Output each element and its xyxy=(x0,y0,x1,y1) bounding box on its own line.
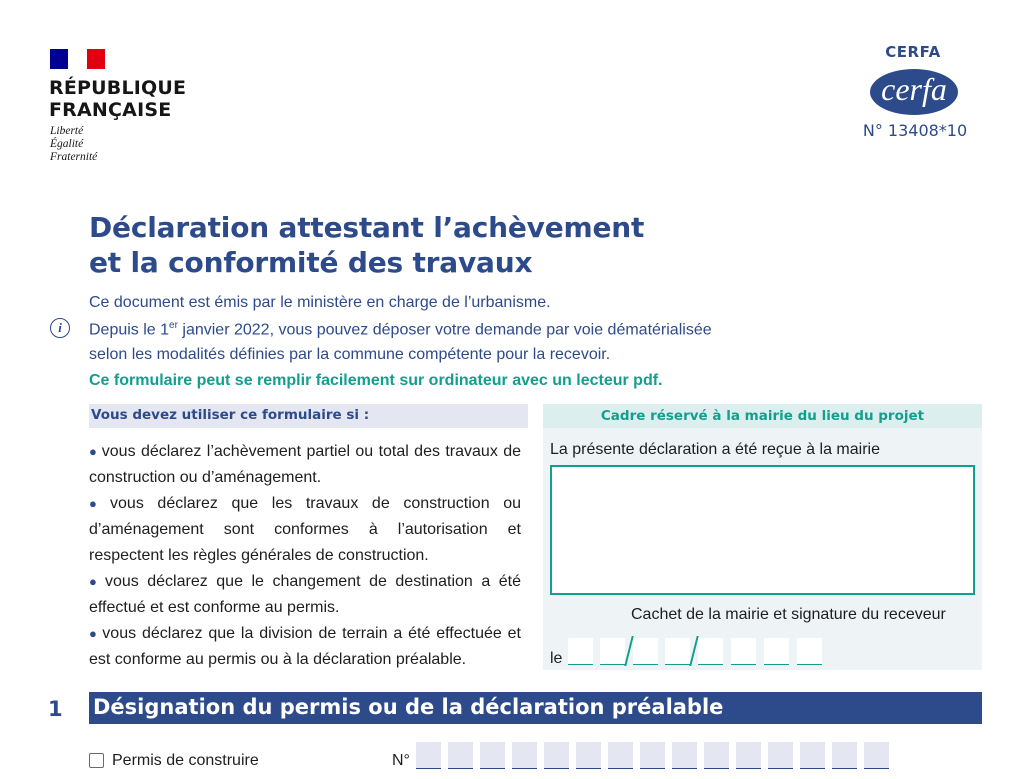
permis-construire-checkbox[interactable] xyxy=(89,753,104,768)
republique-line: RÉPUBLIQUE xyxy=(49,77,187,99)
date-year-digit-2[interactable] xyxy=(731,638,756,665)
cerfa-label: CERFA xyxy=(885,43,941,61)
usage-bullet-text: vous déclarez que le changement de destination a été effectué et est conforme au permis. xyxy=(89,573,521,616)
permit-number-digit-6[interactable] xyxy=(576,742,601,769)
usage-bullet-text: vous déclarez que les travaux de construction ou d’aménagement sont conformes à l’autorisation et respectent les règles générales de construction. xyxy=(89,495,521,564)
motto-fraternite: Fraternité xyxy=(50,151,98,163)
date-day-digit-2[interactable] xyxy=(600,638,625,665)
intro-line-2 xyxy=(89,320,712,339)
permit-number-digit-9[interactable] xyxy=(672,742,697,769)
motto-egalite: Égalité xyxy=(50,138,84,150)
republique-francaise-name xyxy=(49,77,186,121)
date-year-digit-4[interactable] xyxy=(797,638,822,665)
usage-bullet xyxy=(89,491,521,569)
bullet-dot-icon: ● xyxy=(89,496,107,511)
permis-construire-label: Permis de construire xyxy=(112,752,259,769)
date-prefix-label: le xyxy=(550,650,563,667)
usage-bullet-text: vous déclarez l’achèvement partiel ou total des travaux de construction ou d’aménagement. xyxy=(89,443,521,486)
intro-line-2-start: Depuis le 1 xyxy=(89,321,170,339)
mairie-cachet-label: Cachet de la mairie et signature du receveur xyxy=(631,606,946,623)
usage-bullet xyxy=(89,439,521,491)
usage-bullet-text: vous déclarez que la division de terrain a été effectuée et est conforme au permis ou à la déclaration préalable. xyxy=(89,625,522,668)
permit-number-digit-11[interactable] xyxy=(736,742,761,769)
permit-number-digit-7[interactable] xyxy=(608,742,633,769)
date-month-digit-2[interactable] xyxy=(665,638,690,665)
permit-number-digit-10[interactable] xyxy=(704,742,729,769)
marianne-flag-logo xyxy=(50,49,105,69)
permit-number-digit-12[interactable] xyxy=(768,742,793,769)
usage-bullet-list xyxy=(89,439,521,673)
mairie-heading: Cadre réservé à la mairie du lieu du projet xyxy=(600,408,925,424)
permit-number-digit-1[interactable] xyxy=(416,742,441,769)
intro-pdf-note: Ce formulaire peut se remplir facilement sur ordinateur avec un lecteur pdf. xyxy=(89,372,663,389)
bullet-dot-icon: ● xyxy=(89,574,101,589)
intro-line-2-sup: er xyxy=(169,320,178,331)
permit-number-digit-3[interactable] xyxy=(480,742,505,769)
national-motto xyxy=(50,125,97,164)
usage-bullet xyxy=(89,621,521,673)
usage-bullet xyxy=(89,569,521,621)
permit-number-digit-13[interactable] xyxy=(800,742,825,769)
usage-heading: Vous devez utiliser ce formulaire si : xyxy=(91,407,370,423)
permit-number-digit-4[interactable] xyxy=(512,742,537,769)
date-day-digit-1[interactable] xyxy=(568,638,593,665)
francaise-line: FRANÇAISE xyxy=(49,99,172,121)
usage-heading-bar xyxy=(89,404,528,428)
motto-liberte: Liberté xyxy=(50,125,84,137)
bullet-dot-icon: ● xyxy=(89,626,99,641)
permit-number-digit-15[interactable] xyxy=(864,742,889,769)
permit-number-digit-2[interactable] xyxy=(448,742,473,769)
intro-line-2-end: janvier 2022, vous pouvez déposer votre demande par voie dématérialisée xyxy=(177,321,712,339)
intro-line-1: Ce document est émis par le ministère en charge de l’urbanisme. xyxy=(89,294,551,311)
section-title: Désignation du permis ou de la déclaration préalable xyxy=(93,695,724,719)
mairie-stamp-field[interactable] xyxy=(550,465,975,595)
date-year-digit-3[interactable] xyxy=(764,638,789,665)
permit-number-digit-8[interactable] xyxy=(640,742,665,769)
section-number: 1 xyxy=(48,697,63,721)
info-icon: i xyxy=(50,318,70,338)
form-title-line-1: Déclaration attestant l’achèvement xyxy=(89,211,645,244)
section-title-bar xyxy=(89,692,982,724)
cerfa-logo-text: cerfa xyxy=(881,70,947,107)
form-title-line-2: et la conformité des travaux xyxy=(89,246,533,279)
cerfa-number: N° 13408*10 xyxy=(862,121,968,140)
mairie-heading-bar xyxy=(543,404,982,428)
date-year-digit-1[interactable] xyxy=(698,638,723,665)
permit-number-digit-5[interactable] xyxy=(544,742,569,769)
form-title xyxy=(89,210,644,280)
permit-number-label: N° xyxy=(392,752,410,769)
permit-number-digit-14[interactable] xyxy=(832,742,857,769)
cerfa-logo xyxy=(870,69,958,115)
bullet-dot-icon: ● xyxy=(89,444,98,459)
mairie-received-text: La présente déclaration a été reçue à la mairie xyxy=(550,441,880,458)
intro-line-3: selon les modalités définies par la commune compétente pour la recevoir. xyxy=(89,346,611,363)
date-month-digit-1[interactable] xyxy=(633,638,658,665)
